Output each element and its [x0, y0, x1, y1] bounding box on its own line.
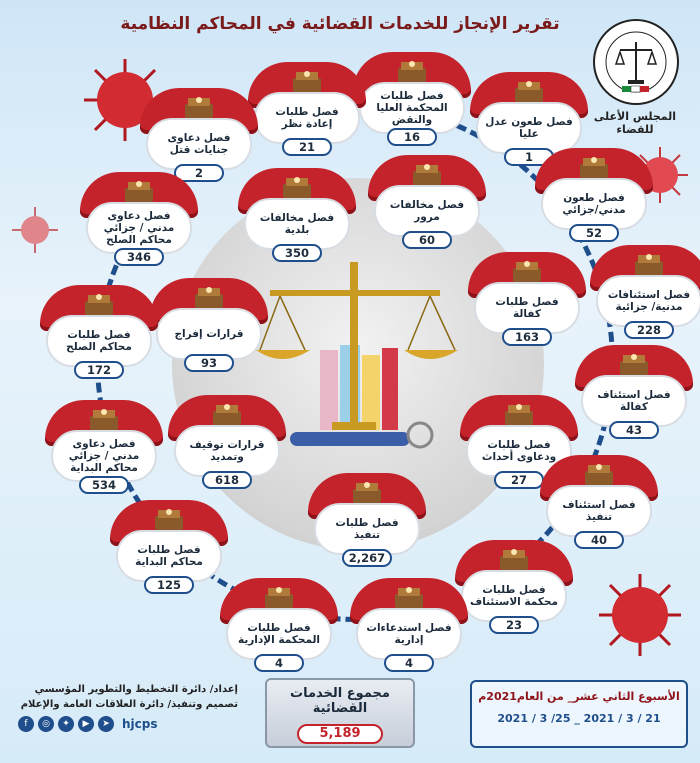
service-card	[590, 245, 700, 339]
card-body	[51, 430, 157, 482]
youtube-icon[interactable]: ▶	[78, 716, 94, 732]
credits	[18, 682, 238, 712]
card-value: 4	[254, 654, 304, 672]
card-value: 60	[402, 231, 452, 249]
court-bench-icon	[577, 154, 611, 180]
court-bench-icon	[82, 291, 116, 317]
card-body	[254, 92, 360, 144]
service-card	[40, 285, 158, 379]
card-label: فصل طلبات ودعاوى أحداث	[481, 438, 557, 463]
total-services-box	[265, 678, 415, 748]
court-bench-icon	[392, 584, 426, 610]
service-card	[80, 172, 198, 266]
card-label: فصل طلبات إعادة نظر	[275, 105, 339, 130]
social-links	[18, 716, 158, 732]
card-body	[359, 82, 465, 134]
card-label: فصل طلبات المحكمة العليا والنقض	[376, 89, 448, 127]
card-value: 43	[609, 421, 659, 439]
service-card	[168, 395, 286, 489]
service-card	[110, 500, 228, 594]
judge-icon	[512, 78, 546, 104]
service-card	[575, 345, 693, 439]
card-body	[581, 375, 687, 427]
service-card	[150, 278, 268, 372]
service-card	[238, 168, 356, 262]
card-body	[374, 185, 480, 237]
card-label: فصل دعاوى مدني / جزائي محاكم البداية	[68, 437, 140, 475]
court-bench-icon	[262, 584, 296, 610]
card-body	[461, 570, 567, 622]
service-card	[350, 578, 468, 672]
card-value: 16	[387, 128, 437, 146]
card-body	[244, 198, 350, 250]
service-card	[308, 473, 426, 567]
card-label: فصل دعاوى جنايات قتل	[167, 131, 231, 156]
card-value: 228	[624, 321, 674, 339]
service-card	[368, 155, 486, 249]
virus-icon	[10, 205, 60, 255]
card-value: 618	[202, 471, 252, 489]
card-label: فصل مخالفات بلدية	[259, 211, 335, 236]
card-value: 2,267	[342, 549, 392, 567]
total-title: مجموع الخدمات القضائية	[290, 686, 390, 716]
card-body	[86, 202, 192, 254]
card-body	[146, 118, 252, 170]
card-body	[314, 503, 420, 555]
prison-icon	[210, 401, 244, 427]
service-card	[468, 252, 586, 346]
card-label: فصل مخالفات مرور	[389, 198, 465, 223]
card-label: فصل طلبات محاكم الصلح	[66, 328, 132, 353]
card-label: فصل طلبات محاكم البداية	[135, 543, 203, 568]
tow-truck-icon	[410, 161, 444, 187]
card-label: فصل استدعاءات إدارية	[366, 621, 452, 646]
card-label: فصل طلبات المحكمة الإدارية	[237, 621, 321, 646]
court-bench-icon	[152, 506, 186, 532]
card-label: فصل طعون عدل عليا	[485, 115, 573, 140]
card-body	[474, 282, 580, 334]
court-bench-icon	[122, 178, 156, 204]
card-body	[46, 315, 152, 367]
card-body	[156, 308, 262, 360]
card-body	[476, 102, 582, 154]
money-icon	[617, 351, 651, 377]
card-value: 23	[489, 616, 539, 634]
card-body	[226, 608, 332, 660]
books-icon	[182, 94, 216, 120]
child-icon	[502, 401, 536, 427]
court-bench-icon	[497, 546, 531, 572]
card-label: فصل طلبات محكمة الاستئناف	[470, 583, 558, 608]
card-body	[116, 530, 222, 582]
card-body	[174, 425, 280, 477]
card-label: فصل استئناف كفالة	[597, 388, 671, 413]
card-value: 40	[574, 531, 624, 549]
card-label: قرارات توقيف وتمديد	[189, 438, 265, 463]
card-value: 27	[494, 471, 544, 489]
document-icon	[510, 258, 544, 284]
instagram-icon[interactable]: ◎	[38, 716, 54, 732]
service-card	[455, 540, 573, 634]
court-bench-icon	[87, 406, 121, 432]
card-value: 125	[144, 576, 194, 594]
card-value: 1	[504, 148, 554, 166]
card-value: 350	[272, 244, 322, 262]
card-value: 93	[184, 354, 234, 372]
service-card	[220, 578, 338, 672]
card-value: 21	[282, 138, 332, 156]
page-title: تقرير الإنجاز للخدمات القضائية في المحاكم النظامية	[120, 14, 560, 34]
papers-icon	[350, 479, 384, 505]
card-body	[546, 485, 652, 537]
total-value: 5,189	[297, 724, 383, 744]
card-label: فصل استئنافات مدنية/ جزائية	[607, 288, 691, 313]
card-label: فصل طعون مدني/جزائي	[562, 191, 626, 216]
card-value: 346	[114, 248, 164, 266]
card-label: قرارات إفراج	[174, 327, 244, 340]
date-from: 2021 / 3 / 21	[583, 712, 661, 725]
service-card	[45, 400, 163, 494]
council-name: المجلس الأعلى للقضاء	[593, 110, 677, 136]
card-label: فصل استئناف تنفيذ	[562, 498, 636, 523]
social-handle[interactable]: hjcps	[122, 717, 158, 731]
court-bench-icon	[395, 58, 429, 84]
date-range: 2021 / 3 /25 _ 2021 / 3 / 21	[497, 712, 661, 725]
twitter-icon[interactable]: ✦	[58, 716, 74, 732]
date-to: 2021 / 3 /25	[497, 712, 571, 725]
virus-icon	[595, 570, 685, 660]
card-value: 52	[569, 224, 619, 242]
card-value: 163	[502, 328, 552, 346]
card-label: فصل دعاوى مدني / جزائي محاكم الصلح	[103, 209, 175, 247]
card-body	[541, 178, 647, 230]
week-label: الأسبوع الثاني عشر_ من العام2021م	[478, 690, 680, 703]
week-period-box	[470, 680, 688, 748]
handcuffs-icon	[192, 284, 226, 310]
card-value: 2	[174, 164, 224, 182]
building-icon	[280, 174, 314, 200]
service-card	[353, 52, 471, 146]
card-body	[596, 275, 700, 327]
card-value: 534	[79, 476, 129, 494]
card-value: 4	[384, 654, 434, 672]
court-bench-icon	[582, 461, 616, 487]
court-bench-icon	[632, 251, 666, 277]
judicial-council-logo	[592, 18, 680, 106]
card-body	[356, 608, 462, 660]
service-card	[248, 62, 366, 156]
card-value: 172	[74, 361, 124, 379]
service-card	[540, 455, 658, 549]
service-card	[535, 148, 653, 242]
design-credit: تصميم وتنفيذ/ دائرة العلاقات العامة والإعلام	[20, 699, 238, 710]
facebook-icon[interactable]: f	[18, 716, 34, 732]
telegram-icon[interactable]: ➤	[98, 716, 114, 732]
card-label: فصل طلبات تنفيذ	[335, 516, 399, 541]
card-label: فصل طلبات كفالة	[495, 295, 559, 320]
court-bench-icon	[290, 68, 324, 94]
prep-credit: إعداد/ دائرة التخطيط والتطوير المؤسسي	[34, 684, 238, 695]
